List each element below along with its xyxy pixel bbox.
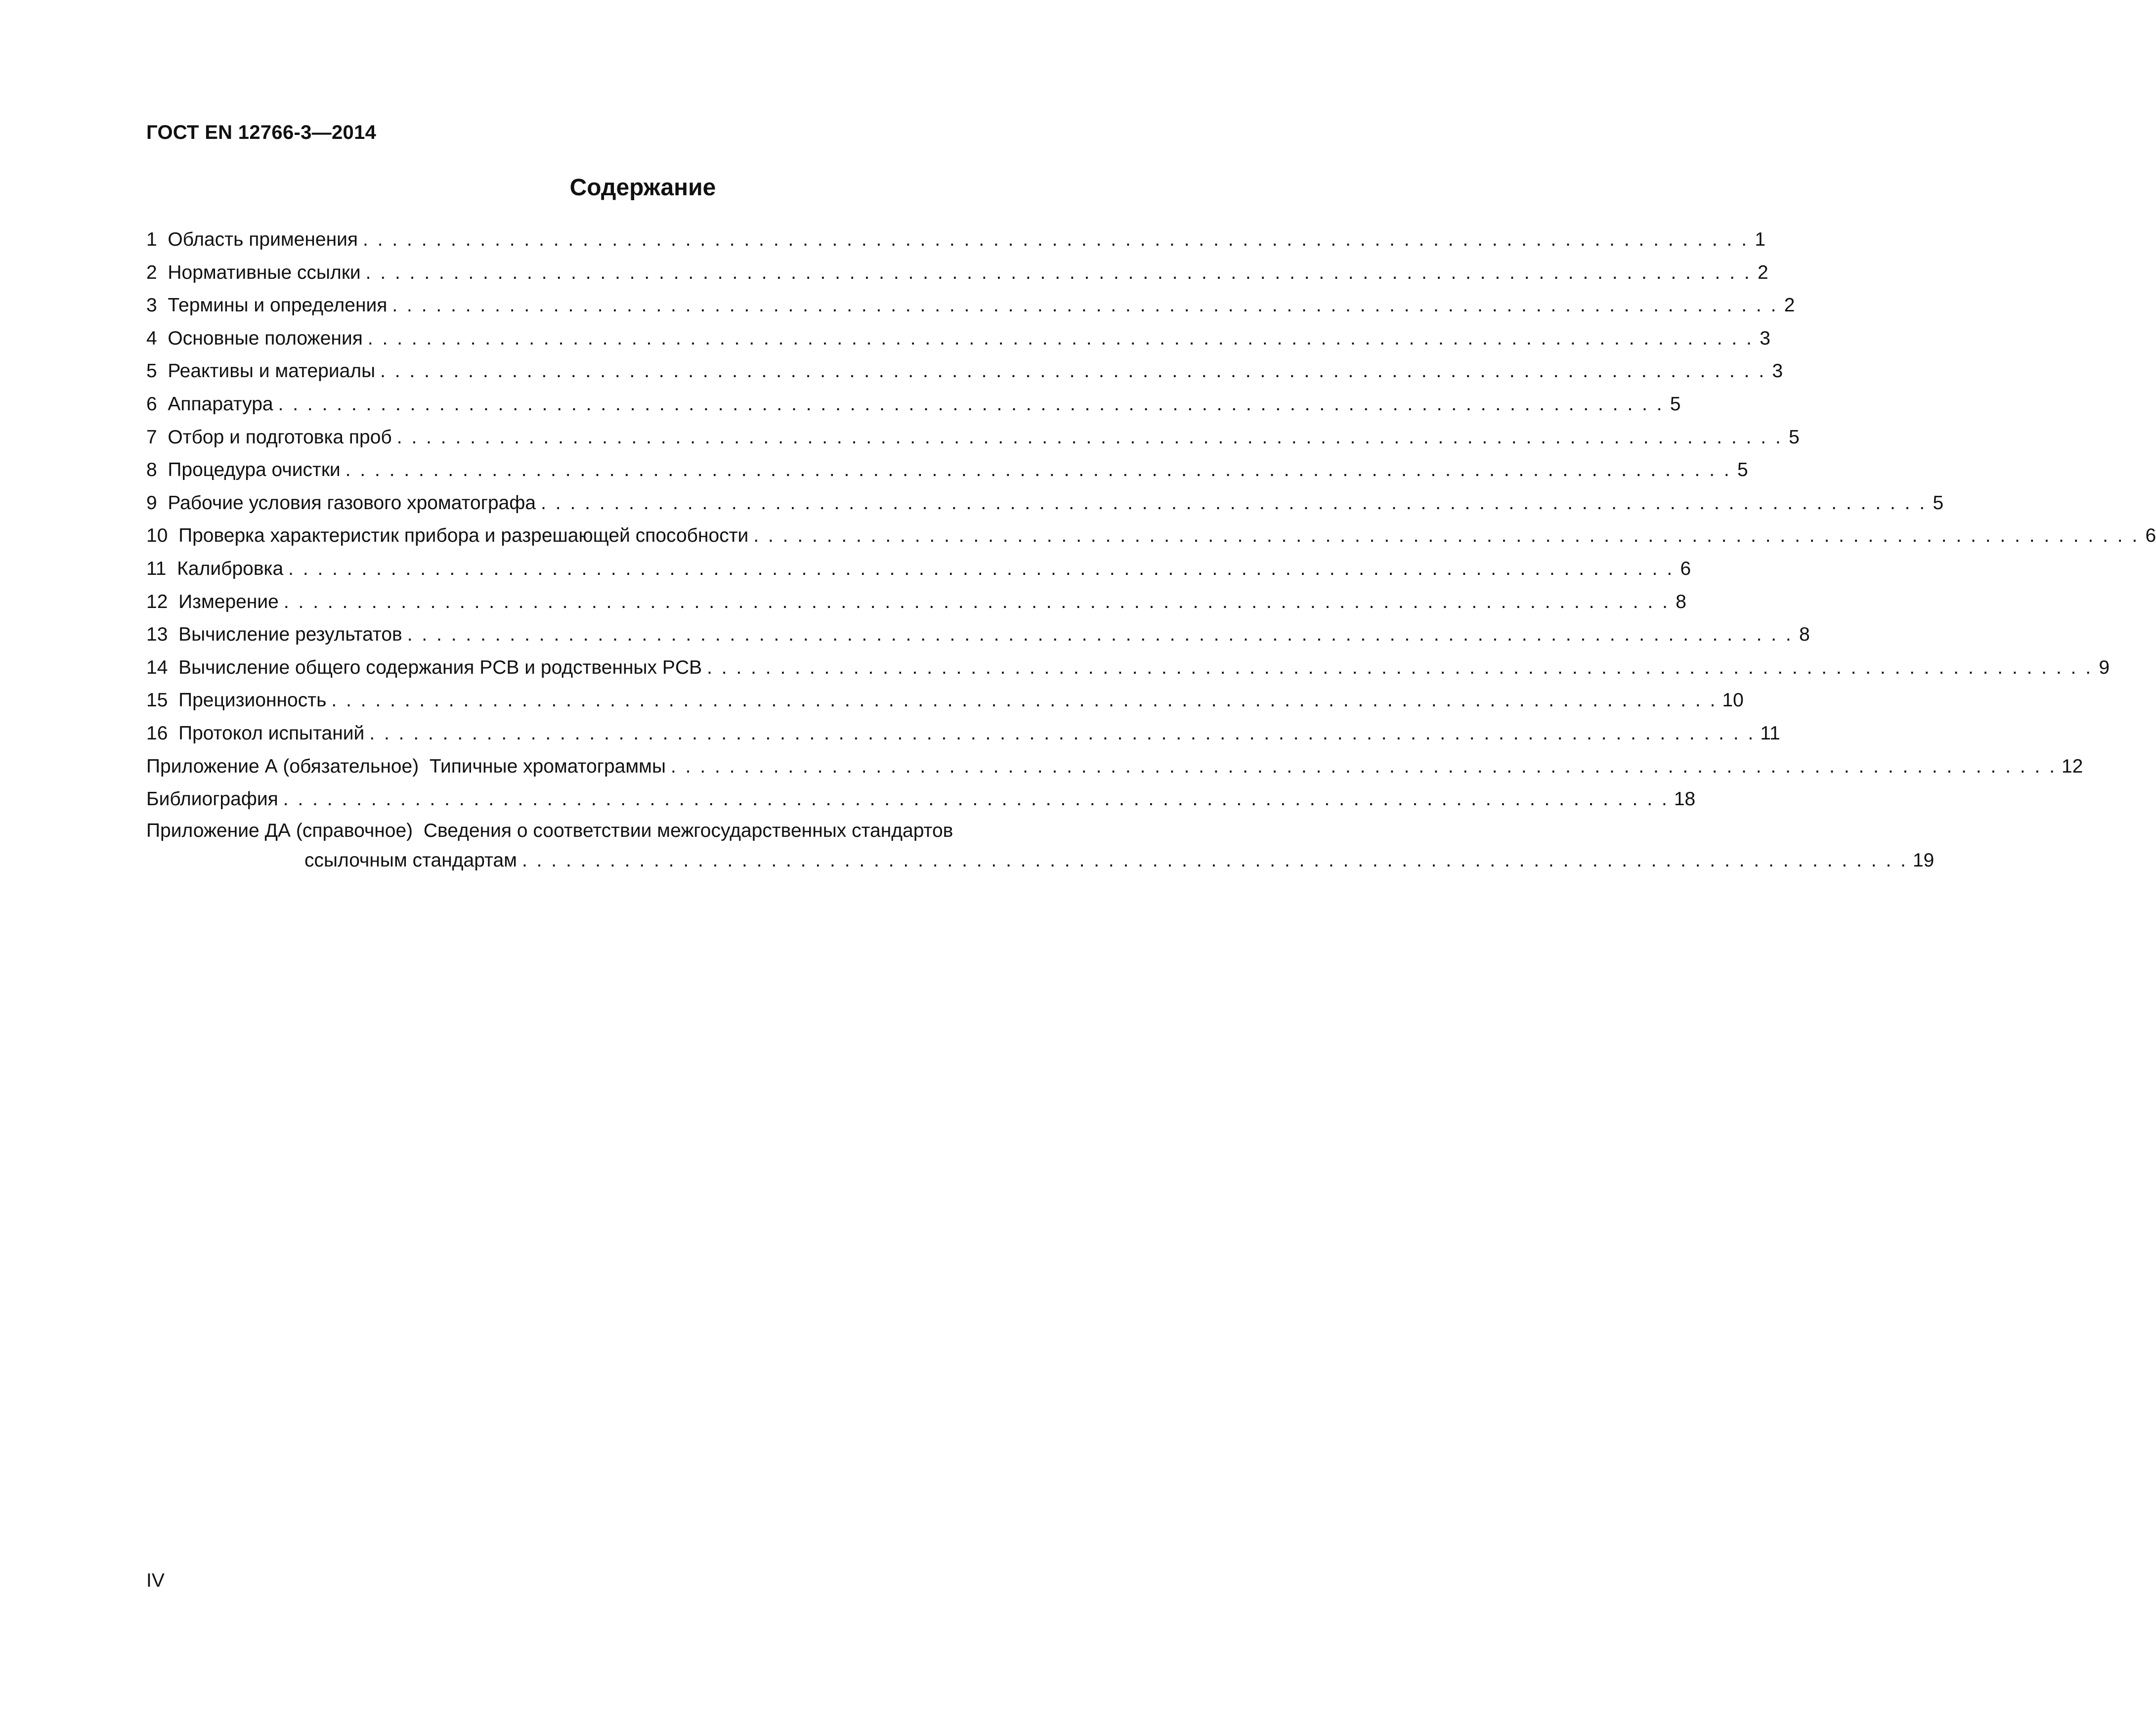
toc-entry-page: 9: [2099, 656, 2110, 678]
toc-entry[interactable]: [146, 651, 2110, 685]
dot-leader: . . . . . . . . . . . . . . . . . . . . . . . . . . . . . . . . . . . . . . . . . . . . . . . . . . . . . . . . . . . . . . . . . . . . . . . . . . . . . . . . . . . . . . . . . . . . . . .: [521, 849, 1908, 871]
toc-entry[interactable]: [146, 717, 1780, 750]
toc-entry-number: 1: [146, 229, 168, 250]
toc-entry-page: 18: [1674, 788, 1696, 810]
toc-entry-label: ссылочным стандартам: [304, 849, 517, 871]
toc-entry-label: Прецизионность: [178, 690, 327, 711]
toc-entry-number: 10: [146, 525, 179, 547]
toc-entry-label: Нормативные ссылки: [168, 261, 361, 283]
dot-leader: . . . . . . . . . . . . . . . . . . . . . . . . . . . . . . . . . . . . . . . . . . . . . . . . . . . . . . . . . . . . . . . . . . . . . . . . . . . . . . . . . . . . . . . . . . . . . . .: [369, 722, 1756, 744]
toc-entry-label: Область применения: [168, 229, 358, 250]
toc-entry[interactable]: [146, 520, 2156, 553]
toc-entry-page: 3: [1772, 360, 1783, 382]
toc-entry-page: 1: [1755, 229, 1766, 250]
toc-entry-label: Измерение: [178, 591, 279, 612]
toc-entry-annex-a[interactable]: [146, 750, 2083, 783]
toc-entry[interactable]: [146, 322, 1770, 355]
toc-entry-page: 8: [1799, 624, 1810, 646]
toc-entry-label: Вычисление общего содержания PCB и родственных PCB: [178, 656, 702, 678]
toc-entry[interactable]: [146, 421, 1800, 454]
toc-entry-label: Калибровка: [177, 558, 284, 579]
document-designation: ГОСТ EN 12766-3—2014: [146, 122, 377, 143]
dot-leader: . . . . . . . . . . . . . . . . . . . . . . . . . . . . . . . . . . . . . . . . . . . . . . . . . . . . . . . . . . . . . . . . . . . . . . . . . . . . . . . . . . . . . . . . . . . . . . .: [380, 360, 1767, 382]
toc-entry[interactable]: [146, 223, 1766, 257]
dot-leader: . . . . . . . . . . . . . . . . . . . . . . . . . . . . . . . . . . . . . . . . . . . . . . . . . . . . . . . . . . . . . . . . . . . . . . . . . . . . . . . . . . . . . . . . . . . . . . .: [671, 755, 2057, 777]
dot-leader: . . . . . . . . . . . . . . . . . . . . . . . . . . . . . . . . . . . . . . . . . . . . . . . . . . . . . . . . . . . . . . . . . . . . . . . . . . . . . . . . . . . . . . . . . . . . . . .: [288, 558, 1675, 579]
toc-entry[interactable]: [146, 684, 1744, 717]
dot-leader: . . . . . . . . . . . . . . . . . . . . . . . . . . . . . . . . . . . . . . . . . . . . . . . . . . . . . . . . . . . . . . . . . . . . . . . . . . . . . . . . . . . . . . . . . . . . . . .: [365, 261, 1752, 283]
toc-entry-number: 9: [146, 492, 168, 514]
dot-leader: . . . . . . . . . . . . . . . . . . . . . . . . . . . . . . . . . . . . . . . . . . . . . . . . . . . . . . . . . . . . . . . . . . . . . . . . . . . . . . . . . . . . . . . . . . . . . . .: [283, 788, 1669, 810]
toc-entry-page: 3: [1760, 327, 1770, 349]
toc-entry-number: 2: [146, 261, 168, 283]
toc-entry[interactable]: [146, 257, 1768, 290]
toc-entry-number: 13: [146, 624, 179, 646]
toc-entry-page: 5: [1933, 492, 1944, 514]
toc-entry-bibliography[interactable]: [146, 783, 1696, 816]
toc-entry-annex-da-continuation[interactable]: [146, 846, 1935, 875]
toc-entry-label: Приложение ДА (справочное) Сведения о соответствии межгосударственных стандартов: [146, 820, 953, 841]
dot-leader: . . . . . . . . . . . . . . . . . . . . . . . . . . . . . . . . . . . . . . . . . . . . . . . . . . . . . . . . . . . . . . . . . . . . . . . . . . . . . . . . . . . . . . . . . . . . . . .: [331, 690, 1718, 711]
toc-entry[interactable]: [146, 454, 1748, 487]
dot-leader: . . . . . . . . . . . . . . . . . . . . . . . . . . . . . . . . . . . . . . . . . . . . . . . . . . . . . . . . . . . . . . . . . . . . . . . . . . . . . . . . . . . . . . . . . . . . . . .: [707, 656, 2093, 678]
toc-entry-label: Реактивы и материалы: [168, 360, 376, 382]
toc-entry[interactable]: [146, 487, 1944, 520]
toc-entry-label: Вычисление результатов: [178, 624, 402, 646]
toc-entry-page: 8: [1676, 591, 1686, 612]
toc-entry-label: Отбор и подготовка проб: [168, 426, 392, 448]
toc-entry-page: 10: [1722, 690, 1744, 711]
toc-entry-label: Процедура очистки: [168, 459, 341, 481]
dot-leader: . . . . . . . . . . . . . . . . . . . . . . . . . . . . . . . . . . . . . . . . . . . . . . . . . . . . . . . . . . . . . . . . . . . . . . . . . . . . . . . . . . . . . . . . . . . . . . .: [363, 229, 1749, 250]
toc-entry-number: 3: [146, 295, 168, 316]
toc-entry-label: Аппаратура: [168, 393, 273, 415]
toc-entry-number: 15: [146, 690, 179, 711]
toc-entry[interactable]: [146, 553, 1691, 586]
toc-entry-label: Приложение А (обязательное) Типичные хроматограммы: [146, 755, 666, 777]
toc-entry[interactable]: [146, 618, 1810, 651]
toc-entry[interactable]: [146, 355, 1783, 388]
dot-leader: . . . . . . . . . . . . . . . . . . . . . . . . . . . . . . . . . . . . . . . . . . . . . . . . . . . . . . . . . . . . . . . . . . . . . . . . . . . . . . . . . . . . . . . . . . . . . . .: [345, 459, 1731, 481]
dot-leader: . . . . . . . . . . . . . . . . . . . . . . . . . . . . . . . . . . . . . . . . . . . . . . . . . . . . . . . . . . . . . . . . . . . . . . . . . . . . . . . . . . . . . . . . . . . . . . .: [283, 591, 1670, 612]
toc-entry-page: 19: [1912, 849, 1935, 871]
toc-entry-page: 2: [1757, 261, 1768, 283]
toc-entry-page: 6: [2145, 525, 2156, 547]
toc-entry-number: 6: [146, 393, 168, 415]
toc-entry-page: 6: [1680, 558, 1691, 579]
toc-entry-label: Основные положения: [168, 327, 363, 349]
toc-entry-number: 5: [146, 360, 168, 382]
toc-entry-page: 5: [1670, 393, 1681, 415]
toc-entry-label: Рабочие условия газового хроматографа: [168, 492, 536, 514]
toc-entry-number: 4: [146, 327, 168, 349]
toc-entry-annex-da[interactable]: [146, 816, 1135, 846]
toc-entry-label: Термины и определения: [168, 295, 388, 316]
toc-entry-page: 2: [1784, 295, 1795, 316]
toc-entry-number: 16: [146, 722, 179, 744]
toc-entry-number: 8: [146, 459, 168, 481]
dot-leader: . . . . . . . . . . . . . . . . . . . . . . . . . . . . . . . . . . . . . . . . . . . . . . . . . . . . . . . . . . . . . . . . . . . . . . . . . . . . . . . . . . . . . . . . . . . . . . .: [278, 393, 1664, 415]
toc-entry-page: 5: [1788, 426, 1800, 448]
toc-entry-page: 12: [2061, 755, 2083, 777]
dot-leader: . . . . . . . . . . . . . . . . . . . . . . . . . . . . . . . . . . . . . . . . . . . . . . . . . . . . . . . . . . . . . . . . . . . . . . . . . . . . . . . . . . . . . . . . . . . . . . .: [753, 525, 2140, 547]
toc-entry-number: 12: [146, 591, 179, 612]
toc-title: Содержание: [569, 174, 716, 201]
dot-leader: . . . . . . . . . . . . . . . . . . . . . . . . . . . . . . . . . . . . . . . . . . . . . . . . . . . . . . . . . . . . . . . . . . . . . . . . . . . . . . . . . . . . . . . . . . . . . . .: [407, 624, 1793, 646]
toc-entry[interactable]: [146, 388, 1681, 421]
table-of-contents: [146, 223, 2156, 875]
toc-entry-page: 5: [1737, 459, 1748, 481]
dot-leader: . . . . . . . . . . . . . . . . . . . . . . . . . . . . . . . . . . . . . . . . . . . . . . . . . . . . . . . . . . . . . . . . . . . . . . . . . . . . . . . . . . . . . . . . . . . . . . .: [367, 327, 1754, 349]
toc-entry-label: Протокол испытаний: [178, 722, 365, 744]
toc-entry-number: 7: [146, 426, 168, 448]
toc-entry[interactable]: [146, 289, 1795, 322]
dot-leader: . . . . . . . . . . . . . . . . . . . . . . . . . . . . . . . . . . . . . . . . . . . . . . . . . . . . . . . . . . . . . . . . . . . . . . . . . . . . . . . . . . . . . . . . . . . . . . .: [541, 492, 1927, 514]
toc-entry-number: 11: [146, 558, 177, 579]
dot-leader: . . . . . . . . . . . . . . . . . . . . . . . . . . . . . . . . . . . . . . . . . . . . . . . . . . . . . . . . . . . . . . . . . . . . . . . . . . . . . . . . . . . . . . . . . . . . . . .: [392, 295, 1778, 316]
dot-leader: . . . . . . . . . . . . . . . . . . . . . . . . . . . . . . . . . . . . . . . . . . . . . . . . . . . . . . . . . . . . . . . . . . . . . . . . . . . . . . . . . . . . . . . . . . . . . . .: [396, 426, 1783, 448]
toc-entry[interactable]: [146, 586, 1686, 619]
toc-entry-number: 14: [146, 656, 179, 678]
page-number: IV: [146, 1570, 165, 1591]
toc-entry-label: Библиография: [146, 788, 278, 810]
toc-entry-page: 11: [1760, 722, 1780, 744]
toc-entry-label: Проверка характеристик прибора и разрешающей способности: [178, 525, 749, 547]
